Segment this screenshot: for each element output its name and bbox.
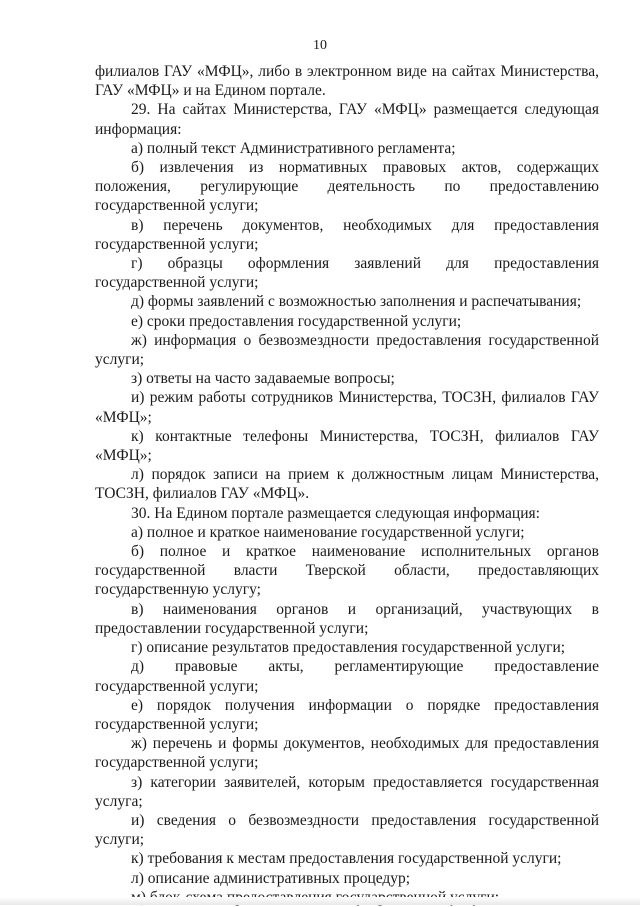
page-number: 10 <box>313 38 327 53</box>
list-item: з) категории заявителей, которым предоставляется государственная услуга; <box>95 773 599 810</box>
list-item: д) формы заявлений с возможностью заполнения и распечатывания; <box>131 293 582 311</box>
paragraph-30: 30. На Едином портале размещается следующая информация: <box>131 504 540 522</box>
list-item: и) сведения о безвозмездности предоставления государственной услуги; <box>95 811 599 849</box>
list-item: ж) информация о безвозмездности предоставления государственной услуги; <box>95 331 599 369</box>
list-item: л) порядок записи на прием к должностным лицам Министерства, ТОСЗН, филиалов ГАУ «МФЦ». <box>95 466 599 503</box>
list-item: в) наименования органов и организаций, участвующих в предоставлении государственной услуги; <box>95 600 599 637</box>
document-body <box>95 62 599 907</box>
list-item: к) контактные телефоны Министерства, ТОСЗН, филиалов ГАУ «МФЦ»; <box>95 427 599 465</box>
paragraph-29: 29. На сайтах Министерства, ГАУ «МФЦ» размещается следующая информация: <box>95 101 599 138</box>
scan-bottom-edge <box>0 897 640 905</box>
list-item: ж) перечень и формы документов, необходимых для предоставления государственной услуги; <box>95 735 599 772</box>
list-item: з) ответы на часто задаваемые вопросы; <box>131 370 395 388</box>
list-item: е) сроки предоставления государственной услуги; <box>131 312 462 330</box>
list-item: а) полное и краткое наименование государственной услуги; <box>131 523 525 541</box>
list-item: е) порядок получения информации о порядке предоставления государственной услуги; <box>95 696 599 733</box>
list-item: б) извлечения из нормативных правовых актов, содержащих положения, регулирующие деятельность по предоставлению государственной услуги; <box>95 159 599 215</box>
list-item: б) полное и краткое наименование исполнительных органов государственной власти Тверской области, предоставляющих государственную услугу; <box>95 543 599 599</box>
list-item: г) описание результатов предоставления государственной услуги; <box>131 639 566 657</box>
list-item: г) образцы оформления заявлений для предоставления государственной услуги; <box>95 255 599 292</box>
list-item: и) режим работы сотрудников Министерства, ТОСЗН, филиалов ГАУ «МФЦ»; <box>95 389 599 426</box>
list-item: в) перечень документов, необходимых для предоставления государственной услуги; <box>95 216 599 253</box>
paragraph-continuation: филиалов ГАУ «МФЦ», либо в электронном виде на сайтах Министерства, ГАУ «МФЦ» и на Едином портале. <box>95 63 599 100</box>
list-item: л) описание административных процедур; <box>131 869 411 887</box>
list-item: а) полный текст Административного регламента; <box>131 139 456 157</box>
list-item: к) требования к местам предоставления государственной услуги; <box>131 850 562 868</box>
list-item: д) правовые акты, регламентирующие предоставление государственной услуги; <box>95 658 599 695</box>
